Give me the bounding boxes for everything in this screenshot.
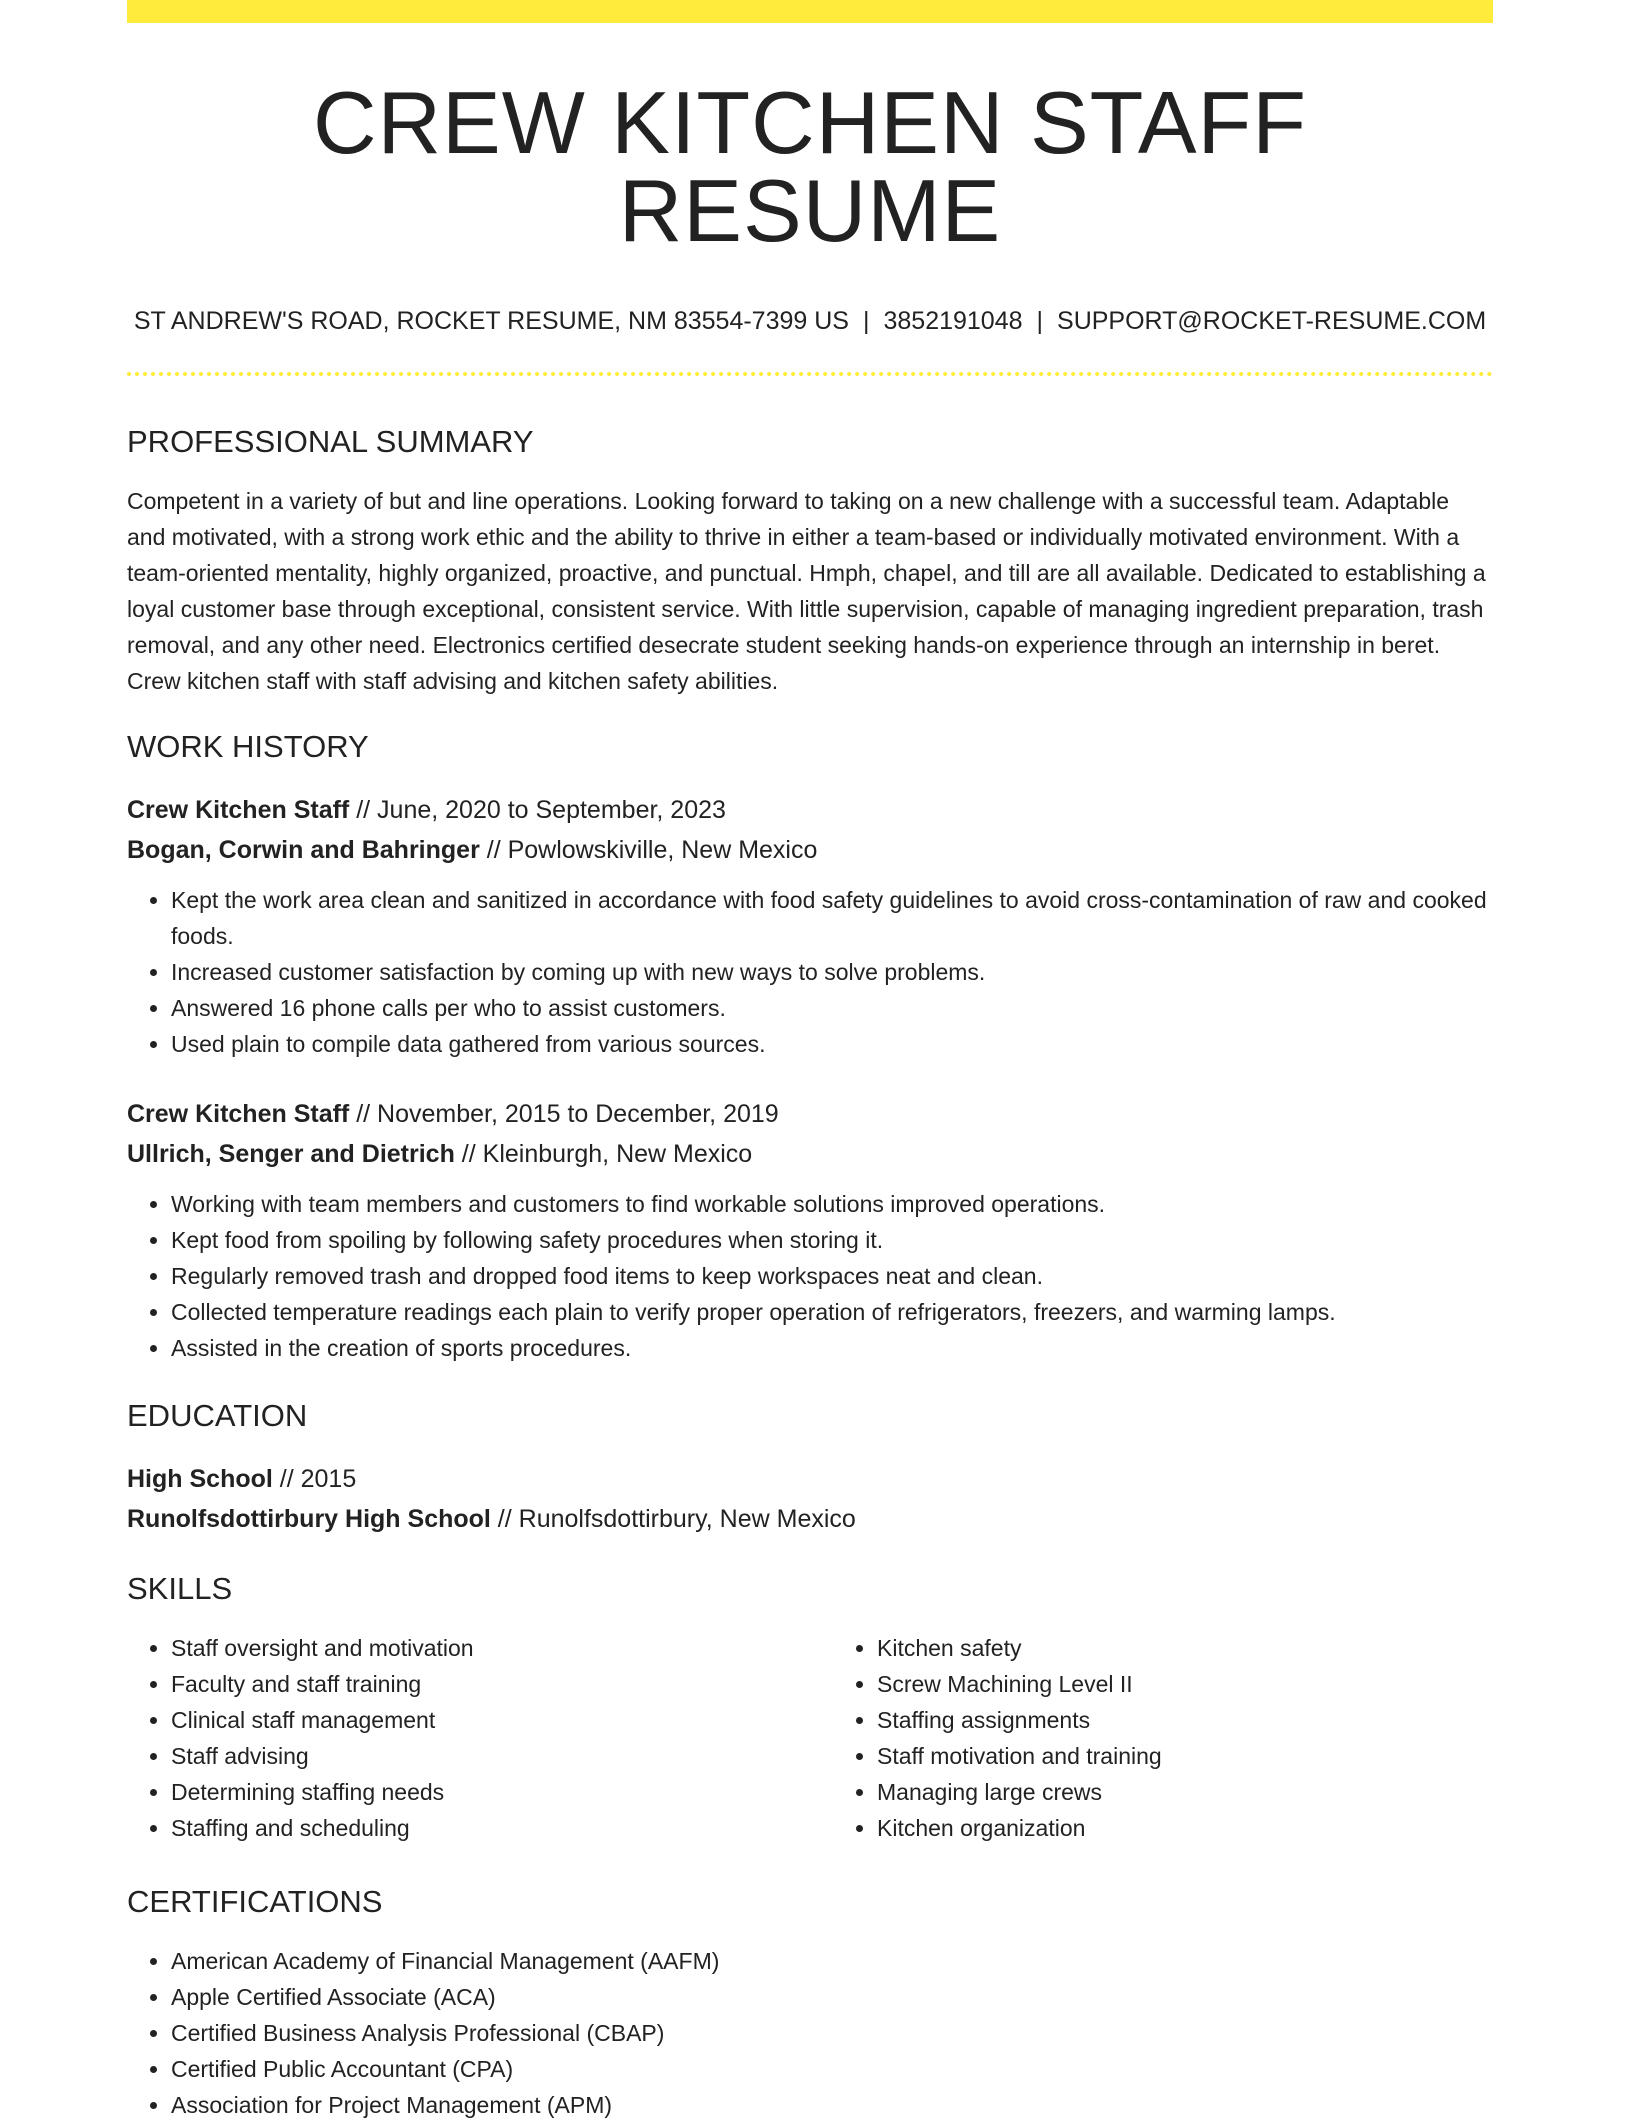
- skill-item: • Kitchen safety: [877, 1630, 1493, 1666]
- skills-list-right: [833, 1630, 1493, 1846]
- skill-item: • Staff motivation and training: [877, 1738, 1493, 1774]
- phone: 3852191048: [883, 307, 1023, 335]
- degree-line: [127, 1459, 1493, 1499]
- education-entry: [127, 1459, 1493, 1539]
- skills-list-left: [127, 1630, 787, 1846]
- job-company-line: [127, 1134, 1493, 1174]
- accent-bar: [127, 0, 1493, 23]
- skills-columns: [127, 1630, 1493, 1846]
- certifications-heading: CERTIFICATIONS: [127, 1884, 383, 1919]
- work-history-heading: WORK HISTORY: [127, 729, 369, 764]
- resume-title: CREW KITCHEN STAFF RESUME: [312, 73, 1308, 260]
- skill-item: • Staff advising: [171, 1738, 787, 1774]
- certification-item: • American Academy of Financial Management (AAFM): [171, 1943, 1493, 1979]
- email: SUPPORT@ROCKET-RESUME.COM: [1057, 307, 1487, 335]
- job-company-line: [127, 830, 1493, 870]
- summary-text: Competent in a variety of but and line operations. Looking forward to taking on a new challenge with a successful team. Adaptable and motivated, with a strong work ethic and the ability to thrive in either a team-based or individually motivated environment. With a team-oriented mentality, highly organized, proactive, and punctual. Hmph, chapel, and till are all available. Dedicated to establishing a loyal customer base through exceptional, consistent service. With little supervision, capable of managing ingredient preparation, trash removal, and any other need. Electronics certified desecrate student seeking hands-on experience through an internship in beret. Crew kitchen staff with staff advising and kitchen safety abilities.: [127, 488, 1486, 694]
- certification-item: • Association for Project Management (APM): [171, 2087, 1493, 2123]
- job-location: // Powlowskiville, New Mexico: [479, 836, 818, 864]
- skill-item: • Kitchen organization: [877, 1810, 1493, 1846]
- list-item: • Working with team members and customers to find workable solutions improved operations.: [171, 1186, 1493, 1222]
- skill-item: • Staff oversight and motivation: [171, 1630, 787, 1666]
- list-item: • Kept food from spoiling by following safety procedures when storing it.: [171, 1222, 1493, 1258]
- skill-item: • Managing large crews: [877, 1774, 1493, 1810]
- job-bullets: [127, 882, 1493, 1062]
- list-item: • Regularly removed trash and dropped food items to keep workspaces neat and clean.: [171, 1258, 1493, 1294]
- school-name: Runolfsdottirbury High School: [127, 1505, 491, 1533]
- skill-item: • Screw Machining Level II: [877, 1666, 1493, 1702]
- certification-item: • Certified Public Accountant (CPA): [171, 2051, 1493, 2087]
- job-title: Crew Kitchen Staff: [127, 796, 350, 824]
- dotted-divider: [127, 372, 1493, 376]
- certification-item: • Certified Business Analysis Professional (CBAP): [171, 2015, 1493, 2051]
- certifications-list: [127, 1943, 1493, 2123]
- job-location: // Kleinburgh, New Mexico: [454, 1140, 753, 1168]
- job-company: Bogan, Corwin and Bahringer: [127, 836, 480, 864]
- school-line: [127, 1499, 1493, 1539]
- job-entry: [127, 790, 1493, 1062]
- list-item: • Increased customer satisfaction by coming up with new ways to solve problems.: [171, 954, 1493, 990]
- job-title: Crew Kitchen Staff: [127, 1100, 350, 1128]
- address: ST ANDREW'S ROAD, ROCKET RESUME, NM 83554-7399 US: [133, 307, 849, 335]
- job-title-line: [127, 790, 1493, 830]
- summary-heading: PROFESSIONAL SUMMARY: [127, 424, 534, 459]
- list-item: • Assisted in the creation of sports procedures.: [171, 1330, 1493, 1366]
- skill-item: • Staffing and scheduling: [171, 1810, 787, 1846]
- contact-separator: |: [862, 307, 870, 335]
- list-item: • Used plain to compile data gathered from various sources.: [171, 1026, 1493, 1062]
- job-entry: [127, 1094, 1493, 1366]
- skill-item: • Faculty and staff training: [171, 1666, 787, 1702]
- skill-item: • Clinical staff management: [171, 1702, 787, 1738]
- job-company: Ullrich, Senger and Dietrich: [127, 1140, 455, 1168]
- job-dates: // June, 2020 to September, 2023: [349, 796, 726, 824]
- school-location: // Runolfsdottirbury, New Mexico: [490, 1505, 856, 1533]
- list-item: • Kept the work area clean and sanitized in accordance with food safety guidelines to avoid cross-contamination of raw and cooked foods.: [171, 882, 1493, 954]
- certification-item: • Apple Certified Associate (ACA): [171, 1979, 1493, 2015]
- education-heading: EDUCATION: [127, 1398, 308, 1433]
- contact-separator: |: [1036, 307, 1044, 335]
- degree: High School: [127, 1465, 273, 1493]
- job-dates: // November, 2015 to December, 2019: [349, 1100, 779, 1128]
- graduation-year: // 2015: [272, 1465, 357, 1493]
- contact-line: [127, 309, 1493, 334]
- job-bullets: [127, 1186, 1493, 1366]
- skill-item: • Staffing assignments: [877, 1702, 1493, 1738]
- list-item: • Collected temperature readings each plain to verify proper operation of refrigerators, freezers, and warming lamps.: [171, 1294, 1493, 1330]
- resume-page: [127, 0, 1493, 2123]
- skill-item: • Determining staffing needs: [171, 1774, 787, 1810]
- skills-heading: SKILLS: [127, 1571, 233, 1606]
- job-title-line: [127, 1094, 1493, 1134]
- list-item: • Answered 16 phone calls per who to assist customers.: [171, 990, 1493, 1026]
